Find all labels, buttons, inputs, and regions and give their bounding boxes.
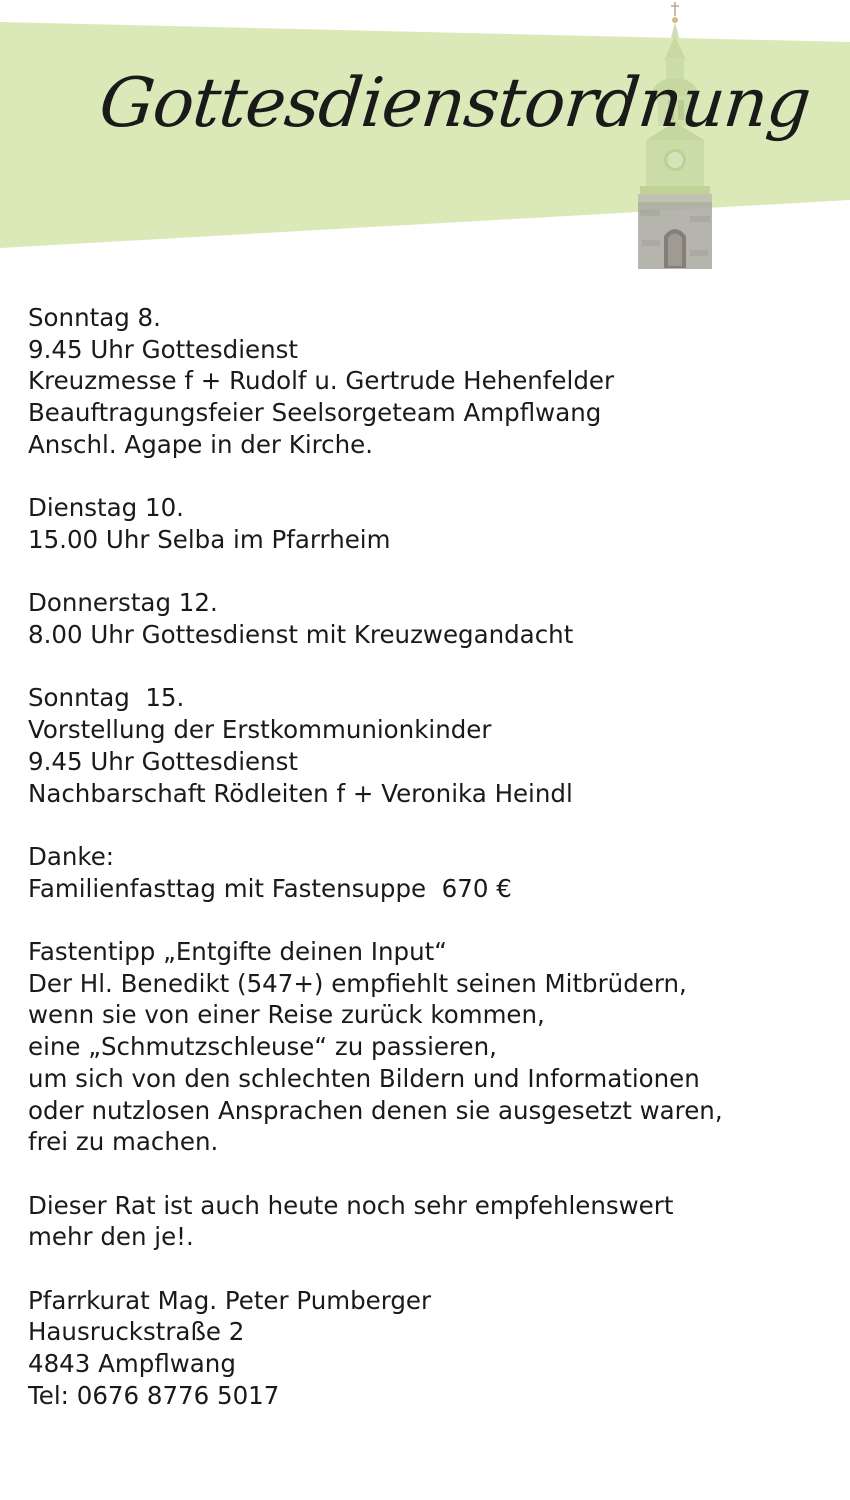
text-line: Familienfasttag mit Fastensuppe 670 € — [28, 873, 512, 903]
text-line: eine „Schmutzschleuse“ zu passieren, — [28, 1032, 497, 1062]
paragraph-spacer — [28, 1253, 828, 1285]
text-line: Der Hl. Benedikt (547+) empfiehlt seinen Mitbrüdern, — [28, 968, 687, 998]
text-line: Donnerstag 12. — [28, 588, 218, 618]
text-line: 9.45 Uhr Gottesdienst — [28, 334, 299, 364]
text-line: Kreuzmesse f + Rudolf u. Gertrude Hehenfelder — [28, 366, 615, 396]
paragraph-spacer — [28, 651, 828, 683]
paragraph-spacer — [28, 556, 828, 588]
text-line: mehr den je!. — [28, 1222, 194, 1252]
text-line: Fastentipp „Entgifte deinen Input“ — [28, 936, 447, 966]
page-title: Gottesdienstordnung — [95, 64, 814, 143]
text-line: Danke: — [28, 841, 115, 871]
paragraph-spacer — [28, 1158, 828, 1190]
text-line: Vorstellung der Erstkommunionkinder — [28, 715, 492, 745]
text-line: Nachbarschaft Rödleiten f + Veronika Heindl — [28, 778, 573, 808]
header-banner — [0, 0, 850, 280]
text-line: Dienstag 10. — [28, 493, 184, 523]
paragraph-spacer — [28, 461, 828, 493]
text-line: Beauftragungsfeier Seelsorgeteam Ampflwang — [28, 398, 602, 428]
text-line: frei zu machen. — [28, 1127, 219, 1157]
paragraph-spacer — [28, 809, 828, 841]
text-line: 4843 Ampflwang — [28, 1349, 236, 1379]
text-line: Sonntag 8. — [28, 303, 161, 332]
text-line: oder nutzlosen Ansprachen denen sie ausgesetzt waren, — [28, 1095, 723, 1125]
text-line: wenn sie von einer Reise zurück kommen, — [28, 1000, 545, 1030]
text-line: 15.00 Uhr Selba im Pfarrheim — [28, 524, 391, 554]
text-line: Anschl. Agape in der Kirche. — [28, 429, 374, 459]
text-line: Tel: 0676 8776 5017 — [28, 1380, 280, 1410]
text-line: Dieser Rat ist auch heute noch sehr empfehlenswert — [28, 1190, 674, 1220]
text-line: Sonntag 15. — [28, 683, 185, 713]
text-line: Hausruckstraße 2 — [28, 1317, 245, 1347]
paragraph-spacer — [28, 904, 828, 936]
text-line: um sich von den schlechten Bildern und Informationen — [28, 1063, 700, 1093]
text-line: Pfarrkurat Mag. Peter Pumberger — [28, 1285, 432, 1315]
schedule-content — [28, 302, 828, 1412]
text-line: 9.45 Uhr Gottesdienst — [28, 746, 299, 776]
text-line: 8.00 Uhr Gottesdienst mit Kreuzwegandacht — [28, 620, 574, 649]
